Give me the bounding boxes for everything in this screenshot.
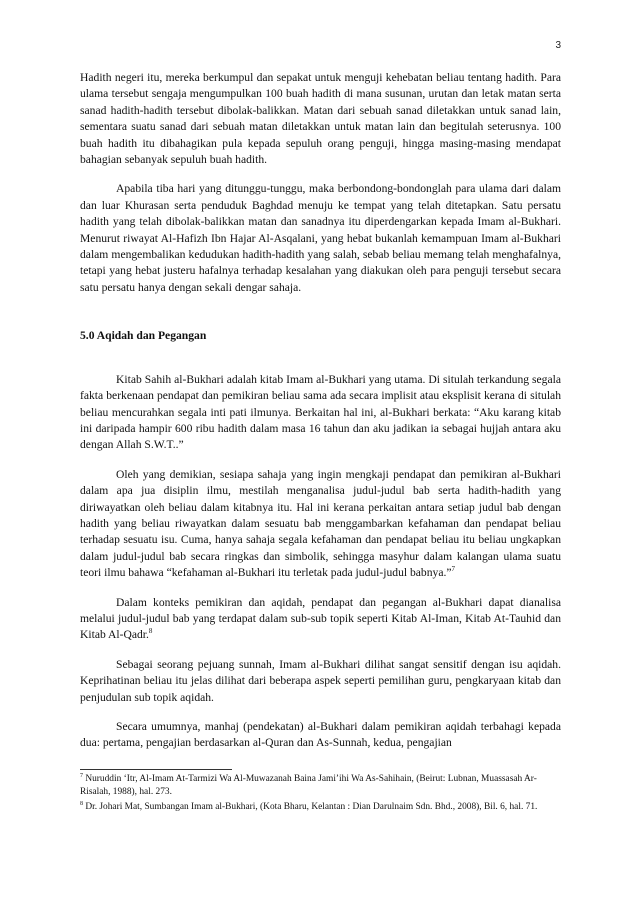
- footnote-7: [80, 773, 561, 800]
- page-number: 3: [555, 40, 561, 51]
- footnote-ref-7[interactable]: 7: [451, 565, 456, 574]
- footnotes: [80, 773, 561, 815]
- section-heading: 5.0 Aqidah dan Pegangan: [80, 329, 207, 343]
- paragraph-6: Sebagai seorang pejuang sunnah, Imam al-Bukhari dilihat sangat sensitif dengan isu aqidah. Keprihatinan beliau itu jelas dilihat dari beberapa aspek seperti pemilihan guru, pengkaryaan kitab dan penjudulan sub topik aqidah.: [80, 657, 561, 704]
- footnote-ref-8[interactable]: 8: [148, 627, 153, 636]
- paragraph-3: Kitab Sahih al-Bukhari adalah kitab Imam al-Bukhari yang utama. Di situlah terkandung segala fakta berkenaan pendapat dan pemikiran beliau sama ada secara implisit atau eksplisit kerana di situlah beliau mencurahkan segala inti pati ilmunya. Berkaitan hal ini, al-Bukhari berkata: “Aku karang kitab ini daripada hampir 600 ribu hadith dalam masa 16 tahun dan aku jadikan ia sebagai hujjah antara aku dengan Allah S.W.T..”: [80, 372, 561, 452]
- paragraph-1: Hadith negeri itu, mereka berkumpul dan sepakat untuk menguji kehebatan beliau tentang hadith. Para ulama tersebut sengaja mengumpulkan 100 buah hadith di mana susunan, urutan dan letak matan serta sanad hadith-hadith tersebut dibolak-balikkan. Matan dari sebuah sanad diletakkan untuk sanad lain, sementara suatu sanad dari sebuah matan diletakkan untuk matan lain dan begitulah seterusnya. 100 buah hadith itu dibahagikan pula kepada sepuluh orang penguji, hingga masing-masing mendapat bahagian sebanyak sepuluh buah hadith.: [80, 71, 561, 167]
- footnote-number: 7: [80, 772, 83, 779]
- paragraph-4: [80, 467, 561, 582]
- paragraph-2: Apabila tiba hari yang ditunggu-tunggu, maka berbondong-bondonglah para ulama dari dalam dan luar Khurasan serta penduduk Baghdad menuju ke tempat yang telah ditetapkan. Satu persatu hadith yang telah dibolak-balikkan matan dan sanadnya itu diperdengarkan kepada Imam al-Bukhari. Menurut riwayat Al-Hafizh Ibn Hajar Al-Asqalani, yang hebat bukanlah kemampuan Imam al-Bukhari dalam mengembalikan kedudukan hadith-hadith yang salah, sebab beliau memang telah menghafalnya, tetapi yang hebat justeru hafalnya terhadap kesalahan yang diakukan oleh para penguji tersebut secara satu persatu hanya dengan sekali dengar sahaja.: [80, 182, 561, 294]
- footnote-text: Dr. Johari Mat, Sumbangan Imam al-Bukhari, (Kota Bharu, Kelantan : Dian Darulnaim Sdn. Bhd., 2008), Bil. 6, hal. 71.: [85, 801, 538, 812]
- paragraph-4-text: Oleh yang demikian, sesiapa sahaja yang ingin mengkaji pendapat dan pemikiran al-Bukhari dalam apa jua disiplin ilmu, mestilah menganalisa judul-judul bab serta hadith-hadith yang diriwayatkan oleh beliau dalam kitabnya itu. Hal ini kerana perkaitan antara setiap judul bab dengan hadith yang beliau riwayatkan dalam sesuatu bab menggambarkan kefahaman dan pendapat beliau terhadap sesuatu isu. Cuma, hanya sahaja segala kefahaman dan pendapat beliau itu beliau ungkapkan dalam judul-judul bab secara ringkas dan simbolik, sehingga masyhur dalam kalangan ulama suatu teori ilmu bahawa “kefahaman al-Bukhari itu terletak pada judul-judul babnya.”: [80, 467, 561, 580]
- footnote-8: [80, 801, 561, 814]
- footnote-number: 8: [80, 800, 83, 807]
- footnote-divider: [80, 769, 232, 770]
- body-text: [80, 70, 561, 765]
- footnote-text: Nuruddin ‘Itr, Al-Imam At-Tarmizi Wa Al-Muwazanah Baina Jami’ihi Wa As-Sahihain, (Beirut: Lubnan, Muassasah Ar-Risalah, 1988), hal. 273.: [80, 774, 537, 798]
- paragraph-5: [80, 595, 561, 644]
- paragraph-5-text: Dalam konteks pemikiran dan aqidah, pendapat dan pegangan al-Bukhari dapat dianalisa melalui judul-judul bab yang terdapat dalam sub-sub topik seperti Kitab Al-Iman, Kitab At-Tauhid dan Kitab Al-Qadr.: [80, 595, 561, 642]
- paragraph-7: Secara umumnya, manhaj (pendekatan) al-Bukhari dalam pemikiran aqidah terbahagi kepada dua: pertama, pengajian berdasarkan al-Quran dan As-Sunnah, kedua, pengajian: [80, 720, 561, 750]
